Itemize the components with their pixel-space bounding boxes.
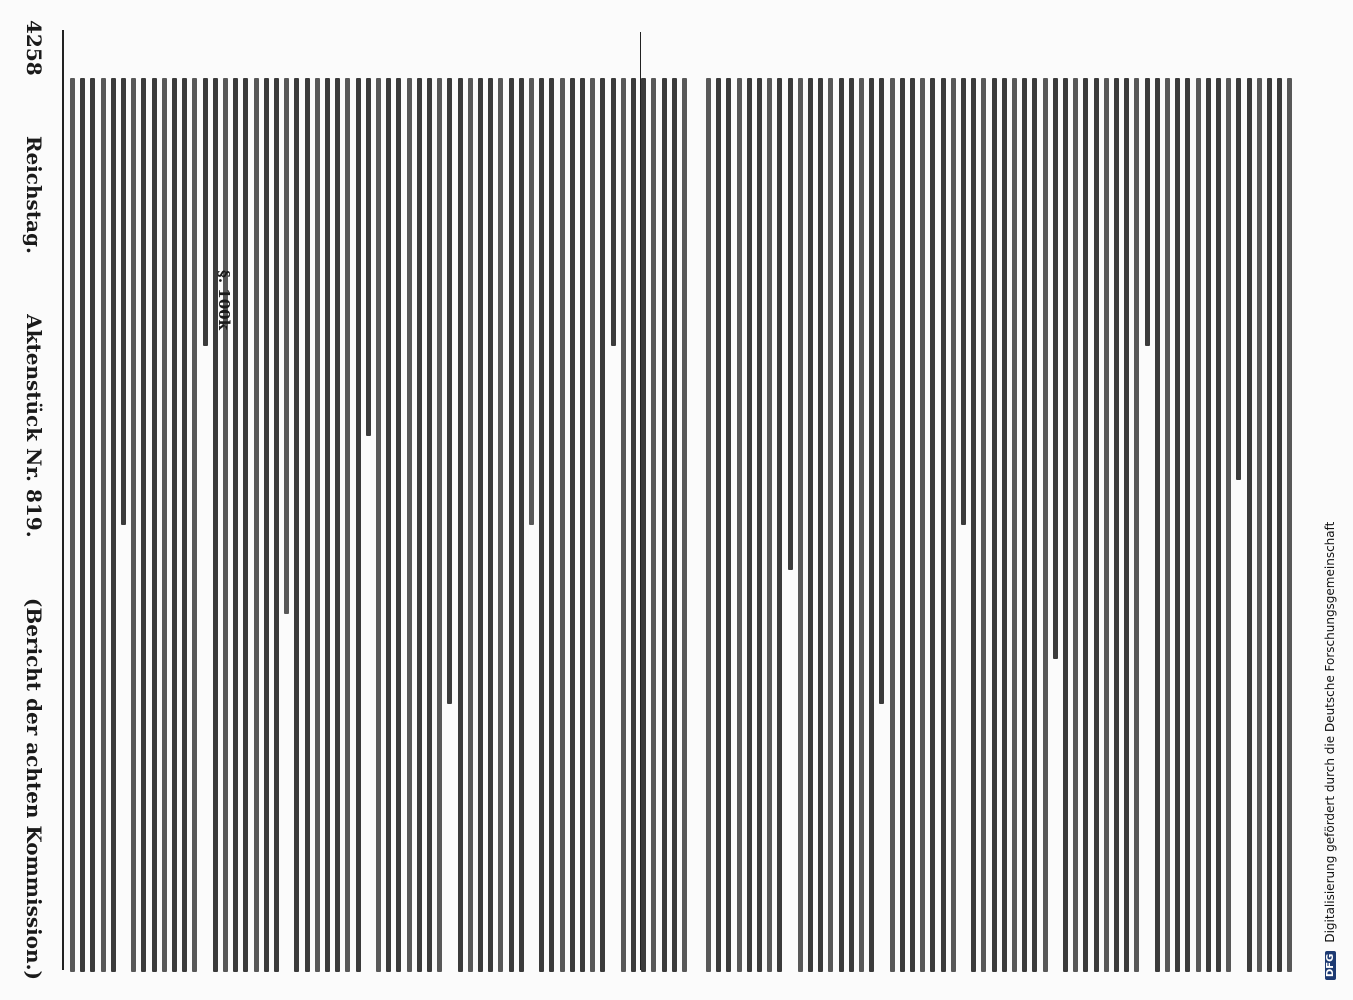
text-line [335, 78, 340, 972]
right-column-text [706, 78, 1306, 972]
text-line [101, 78, 106, 972]
text-line [992, 78, 997, 972]
text-line [152, 78, 157, 972]
text-line [458, 78, 463, 972]
text-line [1124, 78, 1129, 972]
text-line [1053, 78, 1058, 659]
text-line [890, 78, 895, 972]
text-line [478, 78, 483, 972]
text-line [182, 78, 187, 972]
text-line [498, 78, 503, 972]
text-line [590, 78, 595, 972]
text-line [488, 78, 493, 972]
text-line [294, 78, 299, 972]
section-heading: §. 100k [215, 270, 233, 330]
text-line [1134, 78, 1139, 972]
text-line [172, 78, 177, 972]
text-line [1063, 78, 1068, 972]
text-line [396, 78, 401, 972]
text-line [1206, 78, 1211, 972]
text-line [869, 78, 874, 972]
text-line [447, 78, 452, 704]
text-line [716, 78, 721, 972]
text-line [560, 78, 565, 972]
text-line [828, 78, 833, 972]
text-line [274, 78, 279, 972]
text-line [70, 78, 75, 972]
page-number: 4258 [22, 20, 46, 76]
text-line [223, 78, 228, 972]
text-line [580, 78, 585, 972]
running-header [21, 20, 47, 980]
text-line [141, 78, 146, 972]
text-line [356, 78, 361, 972]
left-column-text [70, 78, 702, 972]
text-line [930, 78, 935, 972]
text-line [737, 78, 742, 972]
text-line [641, 78, 646, 972]
text-line [682, 78, 687, 972]
text-line [162, 78, 167, 972]
text-line [192, 78, 197, 972]
text-line [1145, 78, 1150, 346]
text-line [254, 78, 259, 972]
text-line [1236, 78, 1241, 480]
text-line [213, 78, 218, 972]
text-line [529, 78, 534, 525]
text-line [376, 78, 381, 972]
digitization-credit [1321, 420, 1339, 980]
text-line [631, 78, 636, 972]
text-line [345, 78, 350, 972]
text-line [407, 78, 412, 972]
text-line [243, 78, 248, 972]
text-line [920, 78, 925, 972]
credit-text: Digitalisierung gefördert durch die Deutsche Forschungsgemeinschaft [1323, 521, 1337, 943]
report-title: (Bericht der achten Kommission.) [22, 597, 46, 980]
text-line [1247, 78, 1252, 972]
text-line [80, 78, 85, 972]
text-line [305, 78, 310, 972]
text-line [1196, 78, 1201, 972]
text-line [570, 78, 575, 972]
column-divider [640, 32, 641, 970]
text-line [981, 78, 986, 972]
text-line [1155, 78, 1160, 972]
text-line [233, 78, 238, 972]
text-line [1073, 78, 1078, 972]
text-line [662, 78, 667, 972]
text-line [284, 78, 289, 614]
text-line [315, 78, 320, 972]
text-line [788, 78, 793, 570]
text-line [600, 78, 605, 972]
dfg-logo: DFG [1325, 951, 1336, 980]
text-line [672, 78, 677, 972]
text-line [1002, 78, 1007, 972]
text-line [879, 78, 884, 704]
chamber-name: Reichstag. [22, 135, 46, 254]
text-line [1094, 78, 1099, 972]
text-line [1267, 78, 1272, 972]
text-line [121, 78, 126, 525]
text-line [1104, 78, 1109, 972]
text-line [1175, 78, 1180, 972]
text-line [1165, 78, 1170, 972]
text-line [839, 78, 844, 972]
text-line [1216, 78, 1221, 972]
text-line [706, 78, 711, 972]
text-line [1277, 78, 1282, 972]
text-line [621, 78, 626, 972]
text-line [808, 78, 813, 972]
text-line [549, 78, 554, 972]
text-line [1185, 78, 1190, 972]
text-line [961, 78, 966, 525]
text-line [203, 78, 208, 346]
text-line [767, 78, 772, 972]
text-line [900, 78, 905, 972]
text-line [366, 78, 371, 436]
text-line [509, 78, 514, 972]
text-line [910, 78, 915, 972]
text-line [859, 78, 864, 972]
text-line [519, 78, 524, 972]
text-line [1257, 78, 1262, 972]
text-line [651, 78, 656, 972]
text-line [611, 78, 616, 346]
text-line [757, 78, 762, 972]
text-line [798, 78, 803, 972]
text-line [539, 78, 544, 972]
text-line [818, 78, 823, 972]
text-line [1083, 78, 1088, 972]
text-line [131, 78, 136, 972]
text-line [1226, 78, 1231, 972]
header-rule [62, 30, 64, 970]
text-line [777, 78, 782, 972]
text-line [1287, 78, 1292, 972]
text-line [951, 78, 956, 972]
text-line [849, 78, 854, 972]
text-line [427, 78, 432, 972]
text-line [325, 78, 330, 972]
text-line [111, 78, 116, 972]
text-line [1012, 78, 1017, 972]
text-line [386, 78, 391, 972]
text-line [1043, 78, 1048, 972]
text-line [726, 78, 731, 972]
text-line [417, 78, 422, 972]
text-line [1032, 78, 1037, 972]
text-line [468, 78, 473, 972]
text-line [264, 78, 269, 972]
text-line [90, 78, 95, 972]
text-line [747, 78, 752, 972]
text-line [437, 78, 442, 972]
text-line [1114, 78, 1119, 972]
text-line [971, 78, 976, 972]
text-line [1022, 78, 1027, 972]
document-reference: Aktenstück Nr. 819. [22, 314, 46, 538]
text-line [941, 78, 946, 972]
